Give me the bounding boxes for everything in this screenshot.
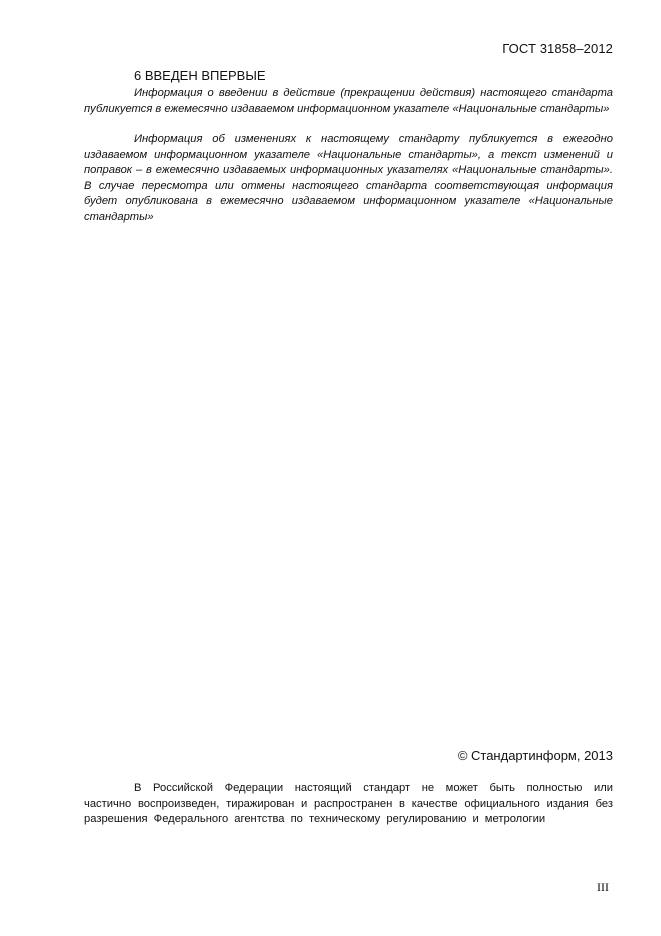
paragraph-amendments-info: Информация об изменениях к настоящему стандарту публикуется в ежегодно издаваемом информационном указателе «Национальные стандарты», а текст изменений и поправок – в ежемесячно издаваемых информационных указателях «Национальные стандарты». В случае пересмотра или отмены настоящего стандарта соответствующая информация будет опубликована в ежемесячно издаваемом информационном указателе «Национальные стандарты» (84, 133, 613, 223)
paragraph-enactment-info: Информация о введении в действие (прекращении действия) настоящего стандарта публикуется в ежемесячно издаваемом информационном указателе «Национальные стандарты» (84, 87, 613, 115)
copyright-notice: © Стандартинформ, 2013 (457, 748, 613, 763)
section-heading: 6 ВВЕДЕН ВПЕРВЫЕ (134, 68, 266, 83)
reproduction-notice: В Российской Федерации настоящий стандарт не может быть полностью или частично воспроизведен, тиражирован и распространен в качестве официального издания без разрешения Федерального агентства по техническому регулированию и метрологии (84, 782, 613, 825)
standard-code-header: ГОСТ 31858–2012 (502, 41, 613, 56)
page-number: III (597, 880, 609, 894)
